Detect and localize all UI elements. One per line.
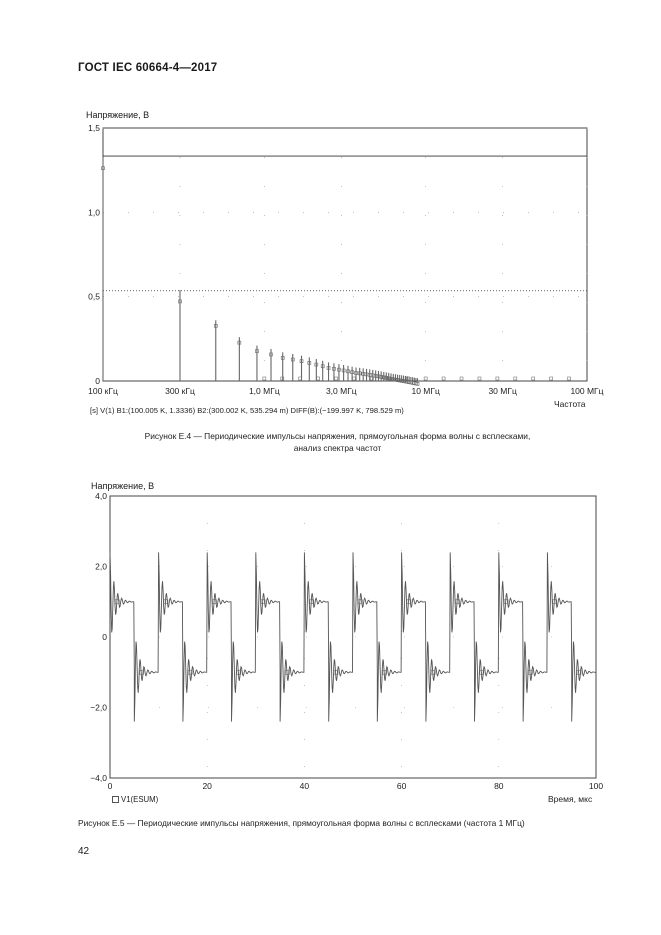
fig4-cursor-readout: [s] V(1) B1:(100.005 K, 1.3336) B2:(300.002 K, 535.294 m) DIFF(B):(−199.997 K, 798.529 m) <box>90 406 404 415</box>
fig4-x-axis-title: Частота <box>554 399 586 409</box>
x-tick-label: 80 <box>494 781 504 791</box>
x-tick-label: 300 кГц <box>165 386 195 396</box>
x-tick-label: 10 МГц <box>411 386 440 396</box>
y-tick-label: 0 <box>102 632 107 642</box>
y-tick-label: 1,5 <box>88 123 100 133</box>
waveform-trace <box>110 552 596 721</box>
fig4-y-axis-title: Напряжение, В <box>86 110 150 120</box>
y-tick-label: 0 <box>95 376 100 386</box>
y-tick-label: 4,0 <box>95 491 107 501</box>
fig5-legend-label: V1(ESUM) <box>121 795 159 804</box>
x-tick-label: 100 кГц <box>88 386 118 396</box>
y-tick-label: 1,0 <box>88 207 100 218</box>
document-header: ГОСТ IEC 60664-4—2017 <box>78 62 218 74</box>
fig4-caption-line2: анализ спектра частот <box>293 443 382 453</box>
x-tick-label: 1,0 МГц <box>248 386 280 396</box>
x-tick-label: 30 МГц <box>488 386 517 396</box>
x-tick-label: 20 <box>202 781 212 791</box>
fig5-y-axis-title: Напряжение, В <box>91 481 155 491</box>
y-tick-label: −4,0 <box>90 773 107 783</box>
page-number: 42 <box>78 846 90 857</box>
y-tick-label: 2,0 <box>95 561 107 572</box>
x-tick-label: 60 <box>396 781 407 791</box>
fig4-caption-line1: Рисунок Е.4 — Периодические импульсы напряжения, прямоугольная форма волны с всплесками, <box>144 431 531 441</box>
x-tick-label: 100 <box>588 781 604 791</box>
x-tick-label: 100 МГц <box>570 386 604 396</box>
y-tick-label: 0,5 <box>88 291 100 302</box>
x-tick-label: 40 <box>299 781 310 791</box>
fig5-caption: Рисунок Е.5 — Периодические импульсы напряжения, прямоугольная форма волны с всплесками (частота 1 МГц) <box>78 818 525 828</box>
fig5-x-axis-title: Время, мкс <box>548 794 593 804</box>
fig5-legend <box>112 795 158 804</box>
x-tick-label: 3,0 МГц <box>325 386 357 396</box>
x-tick-label: 0 <box>107 781 113 791</box>
legend-marker-icon <box>112 796 119 803</box>
y-tick-label: −2,0 <box>90 702 107 713</box>
